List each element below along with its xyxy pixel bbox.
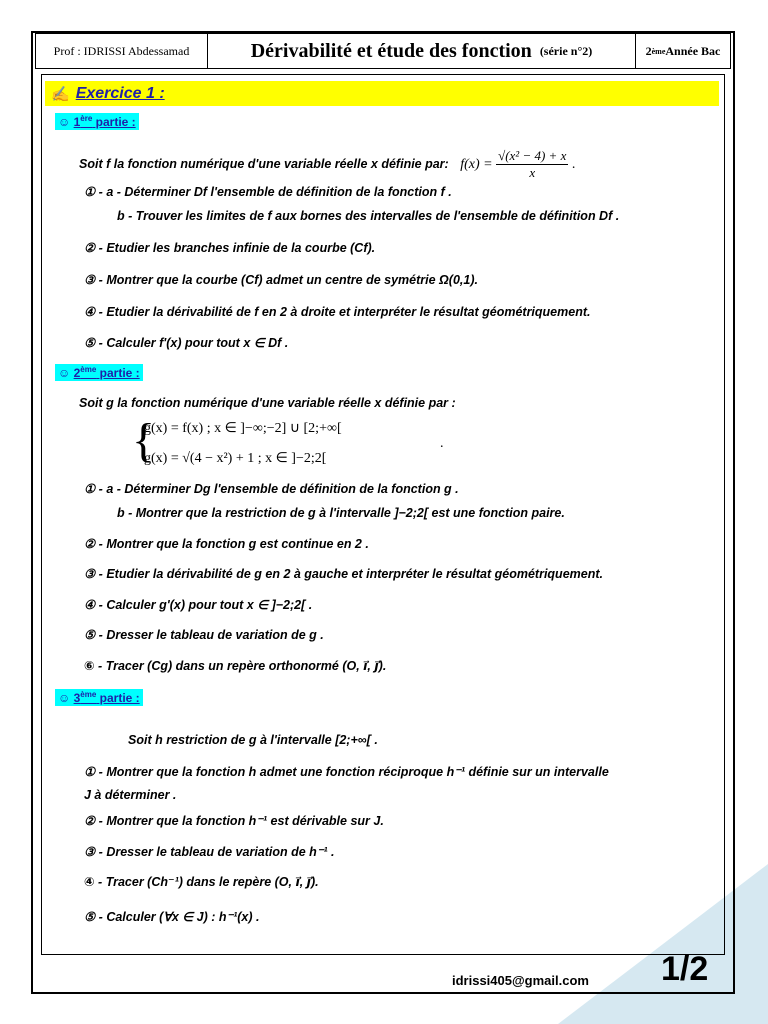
- part3-title: ☺ 3ème partie :: [55, 689, 143, 706]
- part2-title: ☺ 2ème partie :: [55, 364, 143, 381]
- header-table: [35, 33, 731, 69]
- part2-item-3: ③ - Etudier la dérivabilité de g en 2 à gauche et interpréter le résultat géométriquement.: [84, 567, 603, 581]
- part1-item-1a: ① - a - Déterminer Df l'ensemble de définition de la fonction f .: [84, 185, 452, 199]
- system-end: .: [440, 436, 444, 451]
- part3-item-3: ③ - Dresser le tableau de variation de h⁻¹ .: [84, 845, 335, 859]
- part3-item-4: ④ - Tracer (Ch⁻¹) dans le repère (O, i⃗, j⃗).: [84, 875, 319, 889]
- part1-item-4: ④ - Etudier la dérivabilité de f en 2 à droite et interpréter le résultat géométriquement.: [84, 305, 591, 319]
- header-level: 2 ème Année Bac: [645, 43, 721, 58]
- part1-item-1b: b - Trouver les limites de f aux bornes des intervalles de l'ensemble de définition Df .: [117, 209, 620, 223]
- formula-fraction: $\frac{\text{√(x² − 4) + x}}{x}$: [498, 148, 567, 180]
- part3-intro: Soit h restriction de g à l'intervalle [2;+∞[ .: [128, 733, 378, 747]
- part2-item-4: ④ - Calculer g'(x) pour tout x ∈ ]−2;2[ .: [84, 598, 313, 612]
- part3-item-1: ① - Montrer que la fonction h admet une fonction réciproque h⁻¹ définie sur un intervalle: [84, 765, 609, 779]
- part1-intro: Soit f la fonction numérique d'une variable réelle x définie par: f(x) = $\frac{\text{√(x² − 4) + x}}{x}$ .: [79, 148, 576, 180]
- part2-item-1a: ① - a - Déterminer Dg l'ensemble de définition de la fonction g .: [84, 482, 459, 496]
- smiley-icon: ☺: [58, 366, 71, 380]
- part2-item-2: ② - Montrer que la fonction g est continue en 2 .: [84, 537, 369, 551]
- part2-item-6: ⑥ - Tracer (Cg) dans un repère orthonormé (O, i⃗, j⃗).: [84, 659, 387, 673]
- part2-item-1b: b - Montrer que la restriction de g à l'intervalle ]−2;2[ est une fonction paire.: [117, 506, 565, 520]
- exercise-banner: [45, 81, 719, 106]
- part1-title: ☺ 1ère partie :: [55, 113, 139, 130]
- exercise-label: Exercice 1 :: [75, 84, 165, 102]
- part2-item-5: ⑤ - Dresser le tableau de variation de g .: [84, 628, 324, 642]
- part1-item-5: ⑤ - Calculer f'(x) pour tout x ∈ Df .: [84, 336, 289, 350]
- writing-hand-icon: ✍: [51, 85, 70, 103]
- part1-item-2: ② - Etudier les branches infinie de la courbe (Cf).: [84, 241, 376, 255]
- part1-item-3: ③ - Montrer que la courbe (Cf) admet un centre de symétrie Ω(0,1).: [84, 273, 478, 287]
- part3-item-5: ⑤ - Calculer (∀x ∈ J) : h⁻¹(x) .: [84, 910, 260, 924]
- system-line-2: g(x) = √(4 − x²) + 1 ; x ∈ ]−2;2[: [144, 451, 327, 466]
- system-brace: {: [132, 414, 156, 467]
- part3-item-2: ② - Montrer que la fonction h⁻¹ est dérivable sur J.: [84, 814, 384, 828]
- part3-item-1-cont: J à déterminer .: [84, 788, 177, 802]
- part2-intro: Soit g la fonction numérique d'une variable réelle x définie par :: [79, 396, 456, 410]
- smiley-icon: ☺: [58, 691, 71, 705]
- smiley-icon: ☺: [58, 115, 71, 129]
- author-email: idrissi405@gmail.com: [452, 973, 589, 988]
- header-prof: Prof : IDRISSI Abdessamad: [36, 34, 208, 68]
- serie-label: (série n°2): [539, 43, 593, 58]
- header-title-cell: [208, 34, 636, 68]
- page-number: 1/2: [661, 950, 709, 988]
- system-line-1: g(x) = f(x) ; x ∈ ]−∞;−2] ∪ [2;+∞[: [144, 421, 342, 436]
- page-title: Dérivabilité et étude des fonction: [250, 39, 532, 62]
